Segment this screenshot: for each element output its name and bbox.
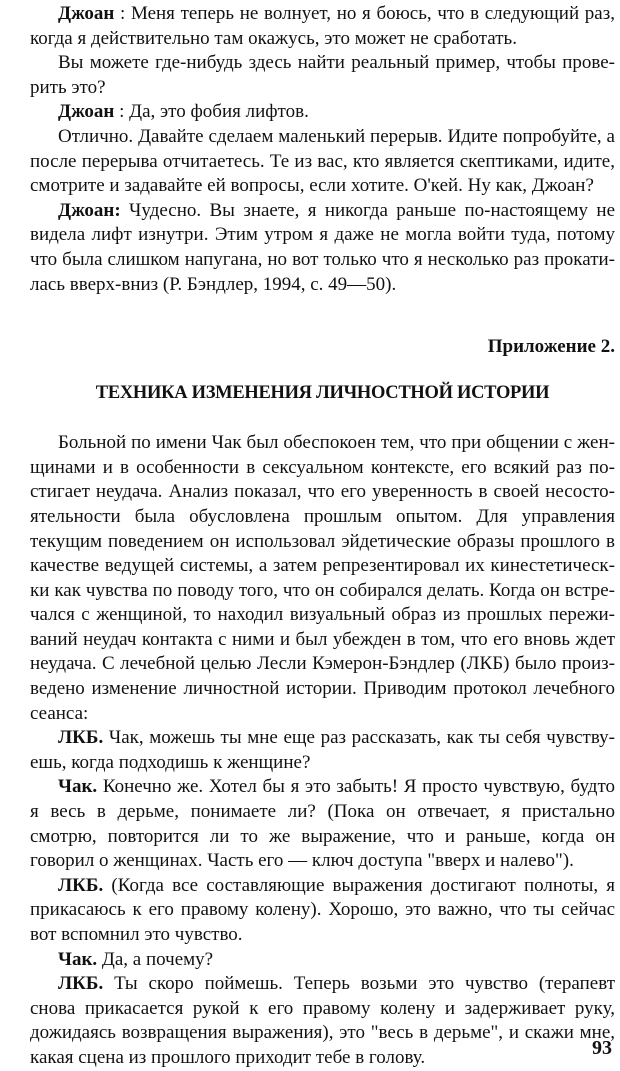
speaker-name: Джоан bbox=[58, 101, 115, 123]
dialogue-paragraph bbox=[30, 2, 615, 51]
paragraph-text: Ты скоро поймешь. Теперь возьми это чувство (терапевт снова прикасается рукой к его правому колену и задерживает руку, дожидаясь возвращения выражения), это "весь в дерьме", и скажи мне, какая сцена из прошлого приходит тебе в голову. bbox=[30, 973, 616, 1068]
speaker-name: ЛКБ. bbox=[58, 727, 104, 749]
speaker-separator bbox=[103, 973, 114, 994]
document-page bbox=[30, 0, 615, 1071]
dialogue-paragraph bbox=[30, 726, 615, 775]
speaker-name: ЛКБ. bbox=[58, 973, 104, 995]
speaker-name: Джоан bbox=[58, 3, 115, 24]
speaker-separator bbox=[121, 200, 129, 221]
paragraph-text: Чудесно. Вы знаете, я никогда раньше по-настоящему не видела лифт изнутри. Этим утром я даже не могла войти туда, потому что была слишком напугана, но вот только что я несколько раз прокатилась вверх-вниз (Р. Бэндлер, 1994, с. 49—50). bbox=[30, 199, 616, 295]
paragraph-text: Вы можете где-нибудь здесь найти реальный пример, чтобы проверить это? bbox=[30, 52, 615, 98]
appendix-label: Приложение 2. bbox=[487, 336, 615, 358]
speaker-separator: : bbox=[114, 101, 130, 123]
paragraph-text: Отлично. Давайте сделаем маленький перерыв. Идите попробуйте, а после перерыва отчитаетесь. Те из вас, кто является скептиками, идите, смотрите и задавайте ей вопросы, если хотите. O'кей. Ну как, Джоан? bbox=[30, 125, 615, 197]
speaker-separator: : bbox=[114, 3, 131, 24]
dialogue-paragraph bbox=[30, 125, 615, 199]
dialogue-paragraph bbox=[30, 874, 615, 948]
speaker-name: Джоан: bbox=[58, 199, 121, 221]
paragraph-text: Да, это фобия лифтов. bbox=[129, 101, 309, 123]
section-title: ТЕХНИКА ИЗМЕНЕНИЯ ЛИЧНОСТНОЙ ИСТОРИИ bbox=[95, 383, 550, 404]
dialogue-paragraph bbox=[30, 51, 615, 100]
paragraph-text: (Когда все составляющие выражения достигают полноты, я прикасаюсь к его правому колену). Хорошо, это важно, что ты сейчас вот вспомнил это чувство. bbox=[30, 874, 615, 945]
paragraph-text: Меня теперь не волнует, но я боюсь, что в следующий раз, когда я действительно там окажусь, это может не сработать. bbox=[30, 3, 615, 49]
speaker-name: Чак. bbox=[58, 776, 98, 798]
dialogue-paragraph bbox=[30, 948, 615, 973]
dialogue-paragraph bbox=[30, 775, 615, 873]
page-number: 93 bbox=[592, 1037, 612, 1059]
speaker-name: ЛКБ. bbox=[58, 874, 104, 896]
dialogue-paragraph bbox=[30, 972, 615, 1070]
dialogue-paragraph bbox=[30, 199, 615, 297]
paragraph-text: Конечно же. Хотел бы я это забыть! Я просто чувствую, будто я весь в дерьме, понимаете ли? (Пока он отвечает, я пристально смотрю, повторится ли то же выражение, что и раньше, когда он говорил о женщинах. Часть его — ключ доступа "вверх и налево"). bbox=[30, 776, 615, 872]
paragraph-text: Больной по имени Чак был обеспокоен тем, что при общении с женщинами и в особенности в сексуальном контексте, его всякий раз постигает неудача. Анализ показал, что его уверенность в своей несостоятельности была обусловлена прошлым опытом. Для управления текущим поведением он использовал эйдетические образы прошлого в качестве ведущей системы, а затем репрезентировал их кинестетическки как чувства по поводу того, что он собирался делать. Когда он встречался с женщиной, то находил визуальный образ из прошлых переживаний неудач контакта с ними и был убежден в том, что его вновь ждет неудача. С лечебной целью Лесли Кэмерон-Бэндлер (ЛКБ) было произведено изменение личностной истории. Приводим протокол лечебного сеанса: bbox=[30, 432, 615, 724]
paragraph-text: Чак, можешь ты мне еще раз рассказать, как ты себя чувствуешь, когда подходишь к женщине? bbox=[30, 727, 615, 773]
paragraph-text: Да, а почему? bbox=[101, 948, 214, 970]
speaker-name: Чак. bbox=[58, 948, 98, 970]
dialogue-paragraph bbox=[30, 100, 615, 125]
body-paragraph bbox=[30, 431, 615, 726]
